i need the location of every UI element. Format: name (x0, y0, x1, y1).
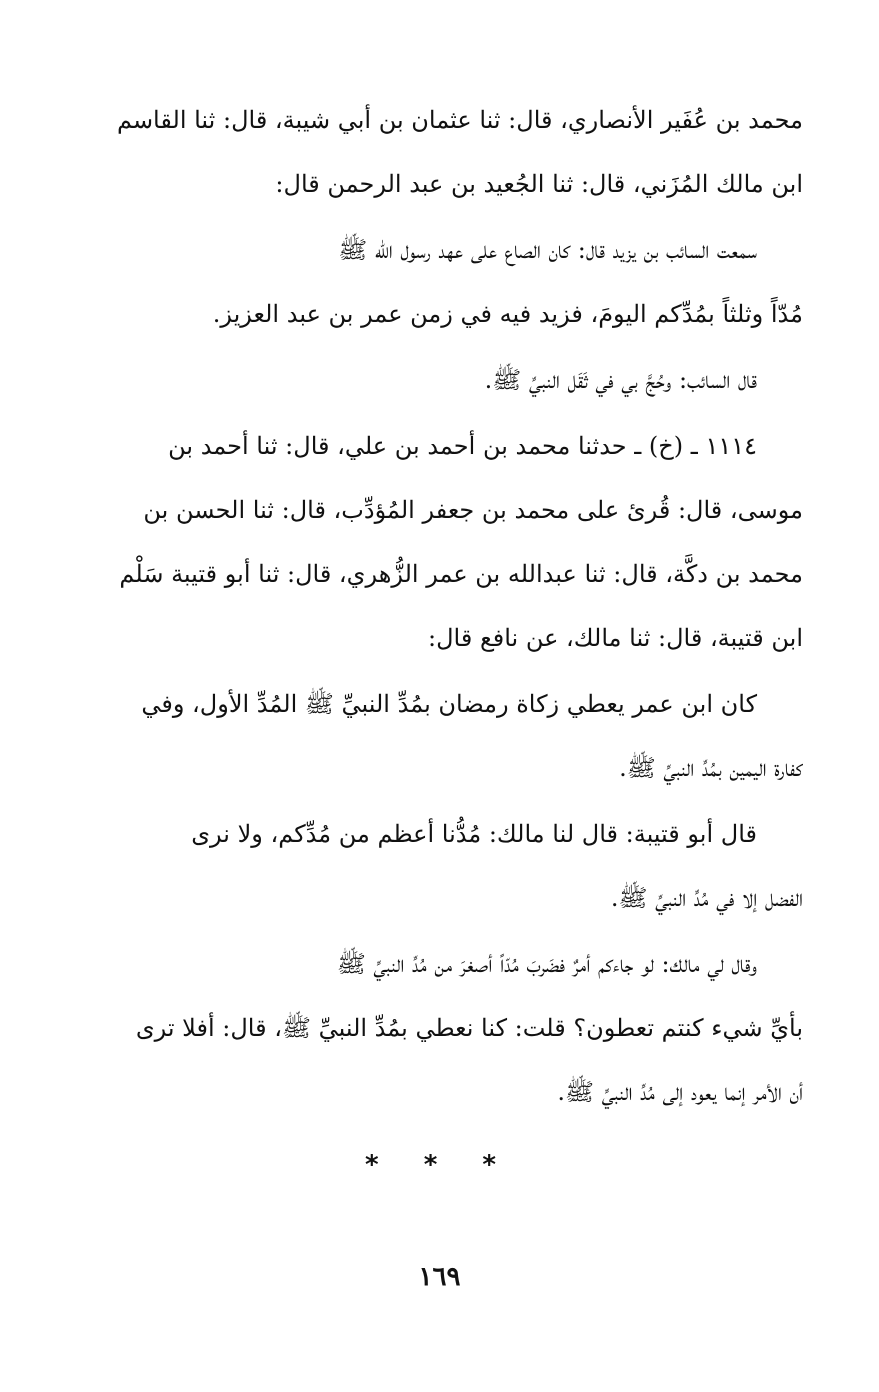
text-line: محمد بن دكَّة، قال: ثنا عبدالله بن عمر الزُّهري، قال: ثنا أبو قتيبة سَلْم (119, 560, 803, 588)
text-line: بأيِّ شيء كنتم تعطون؟ قلت: كنا نعطي بمُدِّ النبيِّ ﷺ، قال: أفلا ترى (135, 1014, 803, 1042)
main-text (88, 88, 803, 1126)
text-line: مُدّاً وثلثاً بمُدِّكم اليومَ، فزيد فيه في زمن عمر بن عبد العزيز. (212, 300, 803, 328)
paragraph-matn-3 (88, 672, 803, 800)
paragraph-matn-1 (88, 218, 803, 346)
paragraph-matn-5 (88, 932, 803, 1124)
paragraph-matn-4 (88, 802, 803, 930)
text-line: موسى، قال: قُرئ على محمد بن جعفر المُؤدِّب، قال: ثنا الحسن بن (143, 496, 803, 524)
paragraph-matn-2 (88, 348, 803, 412)
text-line: ابن قتيبة، قال: ثنا مالك، عن نافع قال: (428, 624, 803, 652)
text-line: الفضل إلا في مُدِّ النبيِّ ﷺ. (610, 884, 803, 912)
text-line: أن الأمر إنما يعود إلى مُدِّ النبيِّ ﷺ. (557, 1078, 803, 1106)
text-line: كفارة اليمين بمُدِّ النبيِّ ﷺ. (619, 754, 803, 782)
text-line: قال السائب: وحُجَّ بي في ثَقَل النبيِّ ﷺ. (484, 366, 757, 394)
text-line: محمد بن عُفَير الأنصاري، قال: ثنا عثمان بن أبي شيبة، قال: ثنا القاسم (116, 106, 803, 134)
text-line: ابن مالك المُزَني، قال: ثنا الجُعيد بن عبد الرحمن قال: (275, 170, 803, 198)
paragraph-isnad-1114 (88, 414, 803, 670)
section-separator: * * * (365, 1150, 514, 1180)
text-line: وقال لي مالك: لو جاءكم أمرٌ فضَربَ مُدّاً أصغرَ من مُدِّ النبيِّ ﷺ (336, 950, 757, 978)
text-line: كان ابن عمر يعطي زكاة رمضان بمُدِّ النبيِّ ﷺ المُدِّ الأول، وفي (141, 690, 757, 718)
text-line: قال أبو قتيبة: قال لنا مالك: مُدُّنا أعظم من مُدِّكم، ولا نرى (191, 820, 757, 848)
text-line: سمعت السائب بن يزيد قال: كان الصاع على عهد رسول الله ﷺ (338, 236, 757, 264)
paragraph-isnad-1 (88, 88, 803, 216)
page-number: ١٦٩ (418, 1262, 461, 1292)
text-line: ١١١٤ ـ (خ) ـ حدثنا محمد بن أحمد بن علي، قال: ثنا أحمد بن (168, 432, 757, 460)
